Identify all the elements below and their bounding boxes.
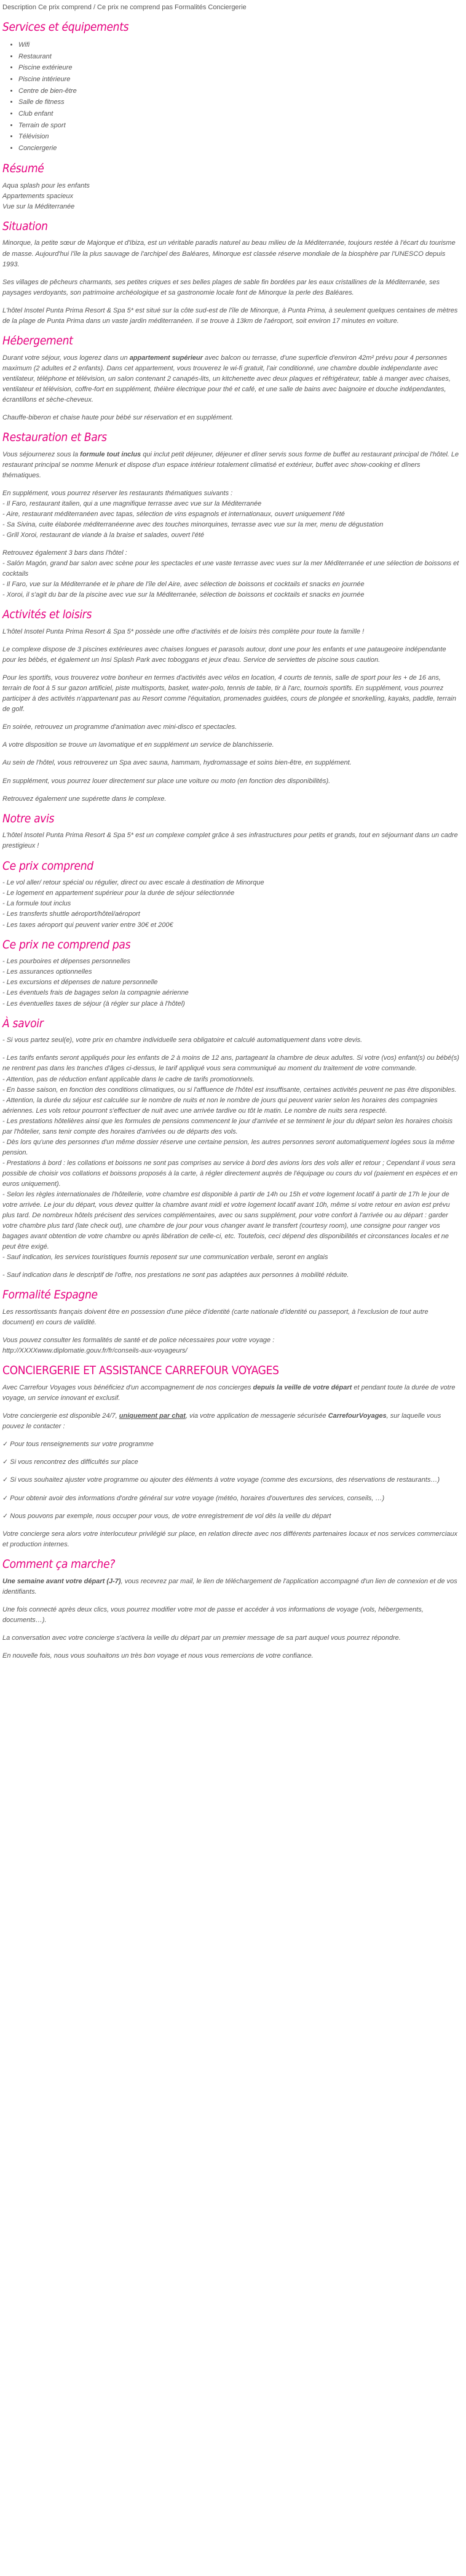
resume-line: Appartements spacieux [2,192,73,200]
text-segment: et pendant toute la durée de votre voyage, un service innovant et exclusif. [2,1384,456,1402]
conciergerie-item: ✓ Pour obtenir avoir des informations d'ordre général sur votre voyage (météo, horaires d'ouvertures des services, conseils, …) [2,1494,385,1502]
activites-paragraph: A votre disposition se trouve un lavomatique et en supplément un service de blanchisserie. [2,741,274,749]
conciergerie-item: ✓ Si vous souhaitez ajuster votre programme ou ajouter des éléments à votre voyage (comme des excursions, des réservations de restaurants…) [2,1476,440,1484]
equipement-item: • Conciergerie [18,143,460,154]
equipement-item: • Wifi [18,39,460,51]
conciergerie-item: ✓ Nous pouvons par exemple, nous occuper pour vous, de votre enregistrement de vol dès la veille du départ [2,1512,331,1520]
equipement-item: • Piscine intérieure [18,74,460,85]
comment-paragraph [2,1576,460,1597]
restauration-list [2,488,460,541]
savoir-line: - Selon les règles internationales de l'hôtellerie, votre chambre est disponible à partir de 14h ou 15h et votre logement locatif à partir de 17h le jour de votre arrivée. Le jour du départ, vous devez quitter la chambre avant midi et votre logement locatif avant 10h, même si votre retour en avion est prévu plus tard. De nombreux hôtels précisent des services complémentaires, avec ou sans supplément, pour votre confort à l'arrivée ou au départ : garder votre chambre plus tard (late check out), une chambre de jour pour vous changer avant le transfert (courtesy room), une consigne pour ranger vos bagages avant obtention de votre chambre ou après libération de celle-ci, etc. Toutefois, ceci dépend des disponibilités et circonstances locales et ne peut être exigé. [2,1191,450,1251]
text-segment: , via votre application de messagerie sécurisée [185,1412,328,1420]
bold-segment: Une semaine avant votre départ (J-7) [2,1577,121,1585]
activites-paragraph: Au sein de l'hôtel, vous retrouverez un Spa avec sauna, hammam, hydromassage et soins bien-être, en supplément. [2,759,352,767]
underlined-segment: uniquement par chat [119,1412,186,1420]
text-segment: Votre conciergerie est disponible 24/7, [2,1412,119,1420]
activites-paragraph: Retrouvez également une supérette dans le complexe. [2,795,167,803]
text-segment: avec balcon ou terrasse, d'une superficie d'environ 42m² prévu pour 4 personnes maximum (2 adultes et 2 enfants). Dans cet appartement, vous trouverez le wi-fi gratuit, l'air conditionné, une chambre double indépendante avec ventilateur, téléphone et télévision, un salon contenant 2 canapés-lits, un kitchenette avec deux plaques et réfrigérateur, table à manger avec chaises, ventilateur et télévision, coffre-fort en supplément, théière électrique pour thé et café, et une salle de bains avec baignoire et douche indépendantes, écrantillons et sèche-cheveux. [2,354,451,403]
savoir-line: - Attention, pas de réduction enfant applicable dans le cadre de tarifs promotionnels. [2,1075,255,1083]
bold-segment: depuis la veille de votre départ [253,1384,352,1392]
avis-title: Notre avis [2,811,55,825]
activites-title: Activités et loisirs [2,608,92,622]
savoir-line: - En basse saison, en fonction des conditions climatiques, ou si l'affluence de l'hôtel est insuffisante, certaines activités peuvent ne pas être disponibles. [2,1086,457,1094]
savoir-paragraph: - Si vous partez seul(e), votre prix en chambre individuelle sera obligatoire et calculé automatiquement dans votre devis. [2,1036,363,1044]
bar-line: - Il Faro, vue sur la Méditerranée et le phare de l'île del Aire, avec sélection de boissons et cocktails et snacks en journée [2,581,365,589]
savoir-list [2,1053,460,1263]
text-segment: Vous séjournerez sous la [2,450,81,458]
equipement-item: • Restaurant [18,51,460,63]
equipement-item: • Club enfant [18,108,460,120]
comprend-line: - Les taxes aéroport qui peuvent varier entre 30€ et 200€ [2,921,173,929]
resume-title: Résumé [2,161,44,175]
restauration-line: - Il Faro, restaurant italien, qui a une magnifique terrasse avec vue sur la Méditerranée [2,499,262,507]
comprend-title: Ce prix comprend [2,859,93,873]
formalite-links [2,1335,460,1356]
comprend-line: - Le logement en appartement supérieur pour la durée de séjour sélectionnée [2,889,235,897]
restauration-line: - Aire, restaurant méditerranéen avec tapas, sélection de vins espagnols et internationaux, ouvert uniquement l'été [2,510,345,518]
restauration-line: - Grill Xoroi, restaurant de viande à la braise et salades, ouvert l'été [2,531,204,539]
bar-line: - Xoroi, il s'agit du bar de la piscine avec vue sur la Méditerranée, sélection de boissons et cocktails et snacks en journée [2,591,365,599]
restauration-title: Restauration et Bars [2,430,107,444]
activites-paragraph: Pour les sportifs, vous trouverez votre bonheur en termes d'activités avec vélos en location, 4 courts de tennis, salle de sport pour les + de 16 ans, terrain de foot à 5 sur gazon artificiel, piste multisports, basket, water-polo, tennis de table, tir à l'arc, tournois sportifs. En supplément, vous pourrez participer à des activités n'appartenant pas au Resort comme l'équitation, promenades guidées, cours de plongée et snorkelling, kayaks, paddle, terrain de golf. [2,674,456,714]
equipement-item: • Terrain de sport [18,120,460,132]
comment-paragraph: La conversation avec votre concierge s'activera la veille du départ par un premier message de sa part auquel vous pourrez répondre. [2,1634,401,1642]
bold-segment: CarrefourVoyages [328,1412,387,1420]
equipement-item: • Centre de bien-être [18,85,460,97]
savoir-line: - Les prestations hôtelières ainsi que les formules de pensions commencent le jour d'arrivée et se terminent le jour du départ selon les horaires choisis par l'hôtelier, sans tenir compte des horaires d'arrivées ou de départs des vols. [2,1117,453,1135]
hebergement-paragraph [2,353,460,405]
situation-paragraph: Minorque, la petite sœur de Majorque et d'Ibiza, est un véritable paradis naturel au beau milieu de la Méditerranée, toujours restée à l'écart du tourisme de masse. Aujourd'hui l'île la plus sauvage de l'archipel des Baléares, Minorque est classée réserve mondiale de la biosphère par l'UNESCO depuis 1993. [2,239,456,268]
equipements-list [2,39,460,154]
resume-line: Vue sur la Méditerranée [2,202,75,210]
hebergement-title: Hébergement [2,333,73,348]
equipement-item: • Télévision [18,131,460,143]
activites-paragraph: Le complexe dispose de 3 piscines extérieures avec chaises longues et parasols autour, dont une pour les enfants et une pataugeoire indépendante pour les bébés, et également un Insi Splash Park avec toboggans et jeux d'eau. Service de serviettes de piscine sous caution. [2,646,446,664]
ne-comprend-line: - Les pourboires et dépenses personnelles [2,958,130,966]
ne-comprend-line: - Les éventuels frais de bagages selon la compagnie aérienne [2,989,189,997]
hebergement-paragraph: Chauffe-biberon et chaise haute pour bébé sur réservation et en supplément. [2,413,234,421]
avis-paragraph: L'hôtel Insotel Punta Prima Resort & Spa 5* est un complexe complet grâce à ses infrastructures pour petits et grands, tout en séjournant dans un cadre prestigieux ! [2,832,458,850]
conciergerie-item: ✓ Si vous rencontrez des difficultés sur place [2,1458,138,1466]
comprend-line: - La formule tout inclus [2,900,71,908]
text-segment: qui inclut petit déjeuner, déjeuner et dîner servis sous forme de buffet au restaurant principal de l'hôtel. Le restaurant principal se nomme Menurk et dispose d'un espace intérieur totalement climatisé et extérieur, buffet avec show-cooking et dîners thématiques. [2,450,459,479]
comment-paragraph: Une fois connecté après deux clics, vous pourrez modifier votre mot de passe et accéder à vos informations de voyage (vols, hébergements, documents…). [2,1605,424,1624]
bar-line: - Salón Magón, grand bar salon avec scène pour les spectacles et une vaste terrasse avec vues sur la mer Méditerranée et une sélection de boissons et cocktails [2,560,459,578]
ne-comprend-line: - Les assurances optionnelles [2,968,92,976]
situation-title: Situation [2,219,48,233]
savoir-line: - Attention, la durée du séjour est calculée sur le nombre de nuits et non le nombre de jours qui peuvent varier selon les horaires des compagnies aériennes. Les vols retour pourront s'effectuer de nuit avec une arrivée tardive ou tôt le matin. Le nombre de nuits sera respecté. [2,1096,438,1115]
text-segment: , sur laquelle vous pouvez le contacter : [2,1412,441,1431]
equipement-item: • Salle de fitness [18,97,460,108]
savoir-line: - Dès lors qu'une des personnes d'un même dossier réserve une certaine pension, les autres personnes seront automatiquement logées sous la même pension. [2,1138,455,1156]
comment-paragraph: En nouvelle fois, nous vous souhaitons un très bon voyage et nous vous remercions de votre confiance. [2,1652,314,1660]
formalite-line: Vous pouvez consulter les formalités de santé et de police nécessaires pour votre voyage : [2,1337,275,1345]
bars-list [2,548,460,600]
savoir-line: - Sauf indication, les services touristiques fournis reposent sur une communication verbale, seront en anglais [2,1254,328,1262]
equipement-item: • Piscine extérieure [18,62,460,74]
conciergerie-item: ✓ Pour tous renseignements sur votre programme [2,1441,154,1449]
resume-block [2,181,460,212]
tabs-bar[interactable]: Description Ce prix comprend / Ce prix ne comprend pas Formalités Conciergerie [2,4,247,11]
restauration-line: En supplément, vous pourrez réserver les restaurants thématiques suivants : [2,489,233,497]
situation-paragraph: L'hôtel Insotel Punta Prima Resort & Spa 5* est situé sur la côte sud-est de l'île de Minorque, à Punta Prima, à seulement quelques centaines de mètres de la plage de Punta Prima dans un vaste jardin méditerranéen. Il se trouve à 13km de l'aéroport, soit environ 17 minutes en voiture. [2,306,458,325]
diplomatie-link[interactable]: http://XXXXwww.diplomatie.gouv.fr/fr/conseils-aux-voyageurs/ [2,1347,188,1355]
comment-title: Comment ça marche? [2,1557,116,1571]
conciergerie-paragraph: Votre concierge sera alors votre interlocuteur privilégié sur place, en relation directe avec nos différents partenaires locaux et nos services commerciaux et production internes. [2,1530,458,1548]
savoir-paragraph: - Sauf indication dans le descriptif de l'offre, nos prestations ne sont pas adaptées aux personnes à mobilité réduite. [2,1271,349,1279]
conciergerie-title: CONCIERGERIE ET ASSISTANCE CARREFOUR VOYAGES [2,1364,279,1378]
comprend-line: - Les transferts shuttle aéroport/hôtel/aéroport [2,910,140,918]
comprend-list [2,878,460,930]
restauration-paragraph [2,450,460,481]
comprend-line: - Le vol aller/ retour spécial ou régulier, direct ou avec escale à destination de Minorque [2,879,264,887]
equipements-title: Services et équipements [2,20,129,34]
restauration-line: - Sa Sivina, cuite élaborée méditerranéenne avec des touches minorquines, terrasse avec vue sur la mer, menu de dégustation [2,520,384,528]
situation-paragraph: Ses villages de pêcheurs charmants, ses petites criques et ses belles plages de sable fin bordées par les eaux cristallines de la Méditerranée, ses paysages verdoyants, son patrimoine archéologique et sa gastronomie locale font de Minorque la perle des Baléares. [2,278,440,296]
conciergerie-paragraph [2,1411,460,1432]
text-segment: Avec Carrefour Voyages vous bénéficiez d'un accompagnement de nos concierges [2,1384,253,1392]
formalite-title: Formalité Espagne [2,1288,98,1302]
ne-comprend-title: Ce prix ne comprend pas [2,937,131,952]
bar-line: Retrouvez également 3 bars dans l'hôtel : [2,549,127,557]
ne-comprend-line: - Les excursions et dépenses de nature personnelle [2,979,158,987]
savoir-line: - Les tarifs enfants seront appliqués pour les enfants de 2 à moins de 12 ans, partageant la chambre de deux adultes. Si votre (vos) enfant(s) ou bébé(s) ne rentrent pas dans les tranches d'âges ci-dessus, le tarif appliqué vous sera communiqué au moment du traitement de votre commande. [2,1054,459,1073]
ne-comprend-line: - Les éventuelles taxes de séjour (à régler sur place à l'hôtel) [2,1000,185,1008]
conciergerie-paragraph [2,1383,460,1404]
formalite-paragraph: Les ressortissants français doivent être en possession d'une pièce d'identité (carte nationale d'identité ou passeport, à l'exclusion de tout autre document) en cours de validité. [2,1308,428,1327]
activites-paragraph: En supplément, vous pourrez louer directement sur place une voiture ou moto (en fonction des disponibilités). [2,777,331,785]
bold-segment: formule tout inclus [80,450,141,458]
activites-paragraph: En soirée, retrouvez un programme d'animation avec mini-disco et spectacles. [2,723,237,731]
resume-line: Aqua splash pour les enfants [2,181,90,189]
text-segment: Durant votre séjour, vous logerez dans un [2,354,130,362]
activites-paragraph: L'hôtel Insotel Punta Prima Resort & Spa 5* possède une offre d'activités et de loisirs très complète pour toute la famille ! [2,628,365,636]
savoir-line: - Prestations à bord : les collations et boissons ne sont pas comprises au service à bord des avions lors des vols aller et retour ; Cependant il vous sera possible de choisir vos collations et boissons proposés à la carte, à régler directement auprès de l'équipage ou cours du vol (paiement en espèces et en euros uniquement). [2,1159,458,1188]
text-segment: , vous recevrez par mail, le lien de téléchargement de l'application accompagné d'un lien de connexion et de vos identifiants. [2,1577,457,1596]
bold-segment: appartement supérieur [129,354,203,362]
savoir-title: À savoir [2,1016,44,1030]
ne-comprend-list [2,956,460,1009]
